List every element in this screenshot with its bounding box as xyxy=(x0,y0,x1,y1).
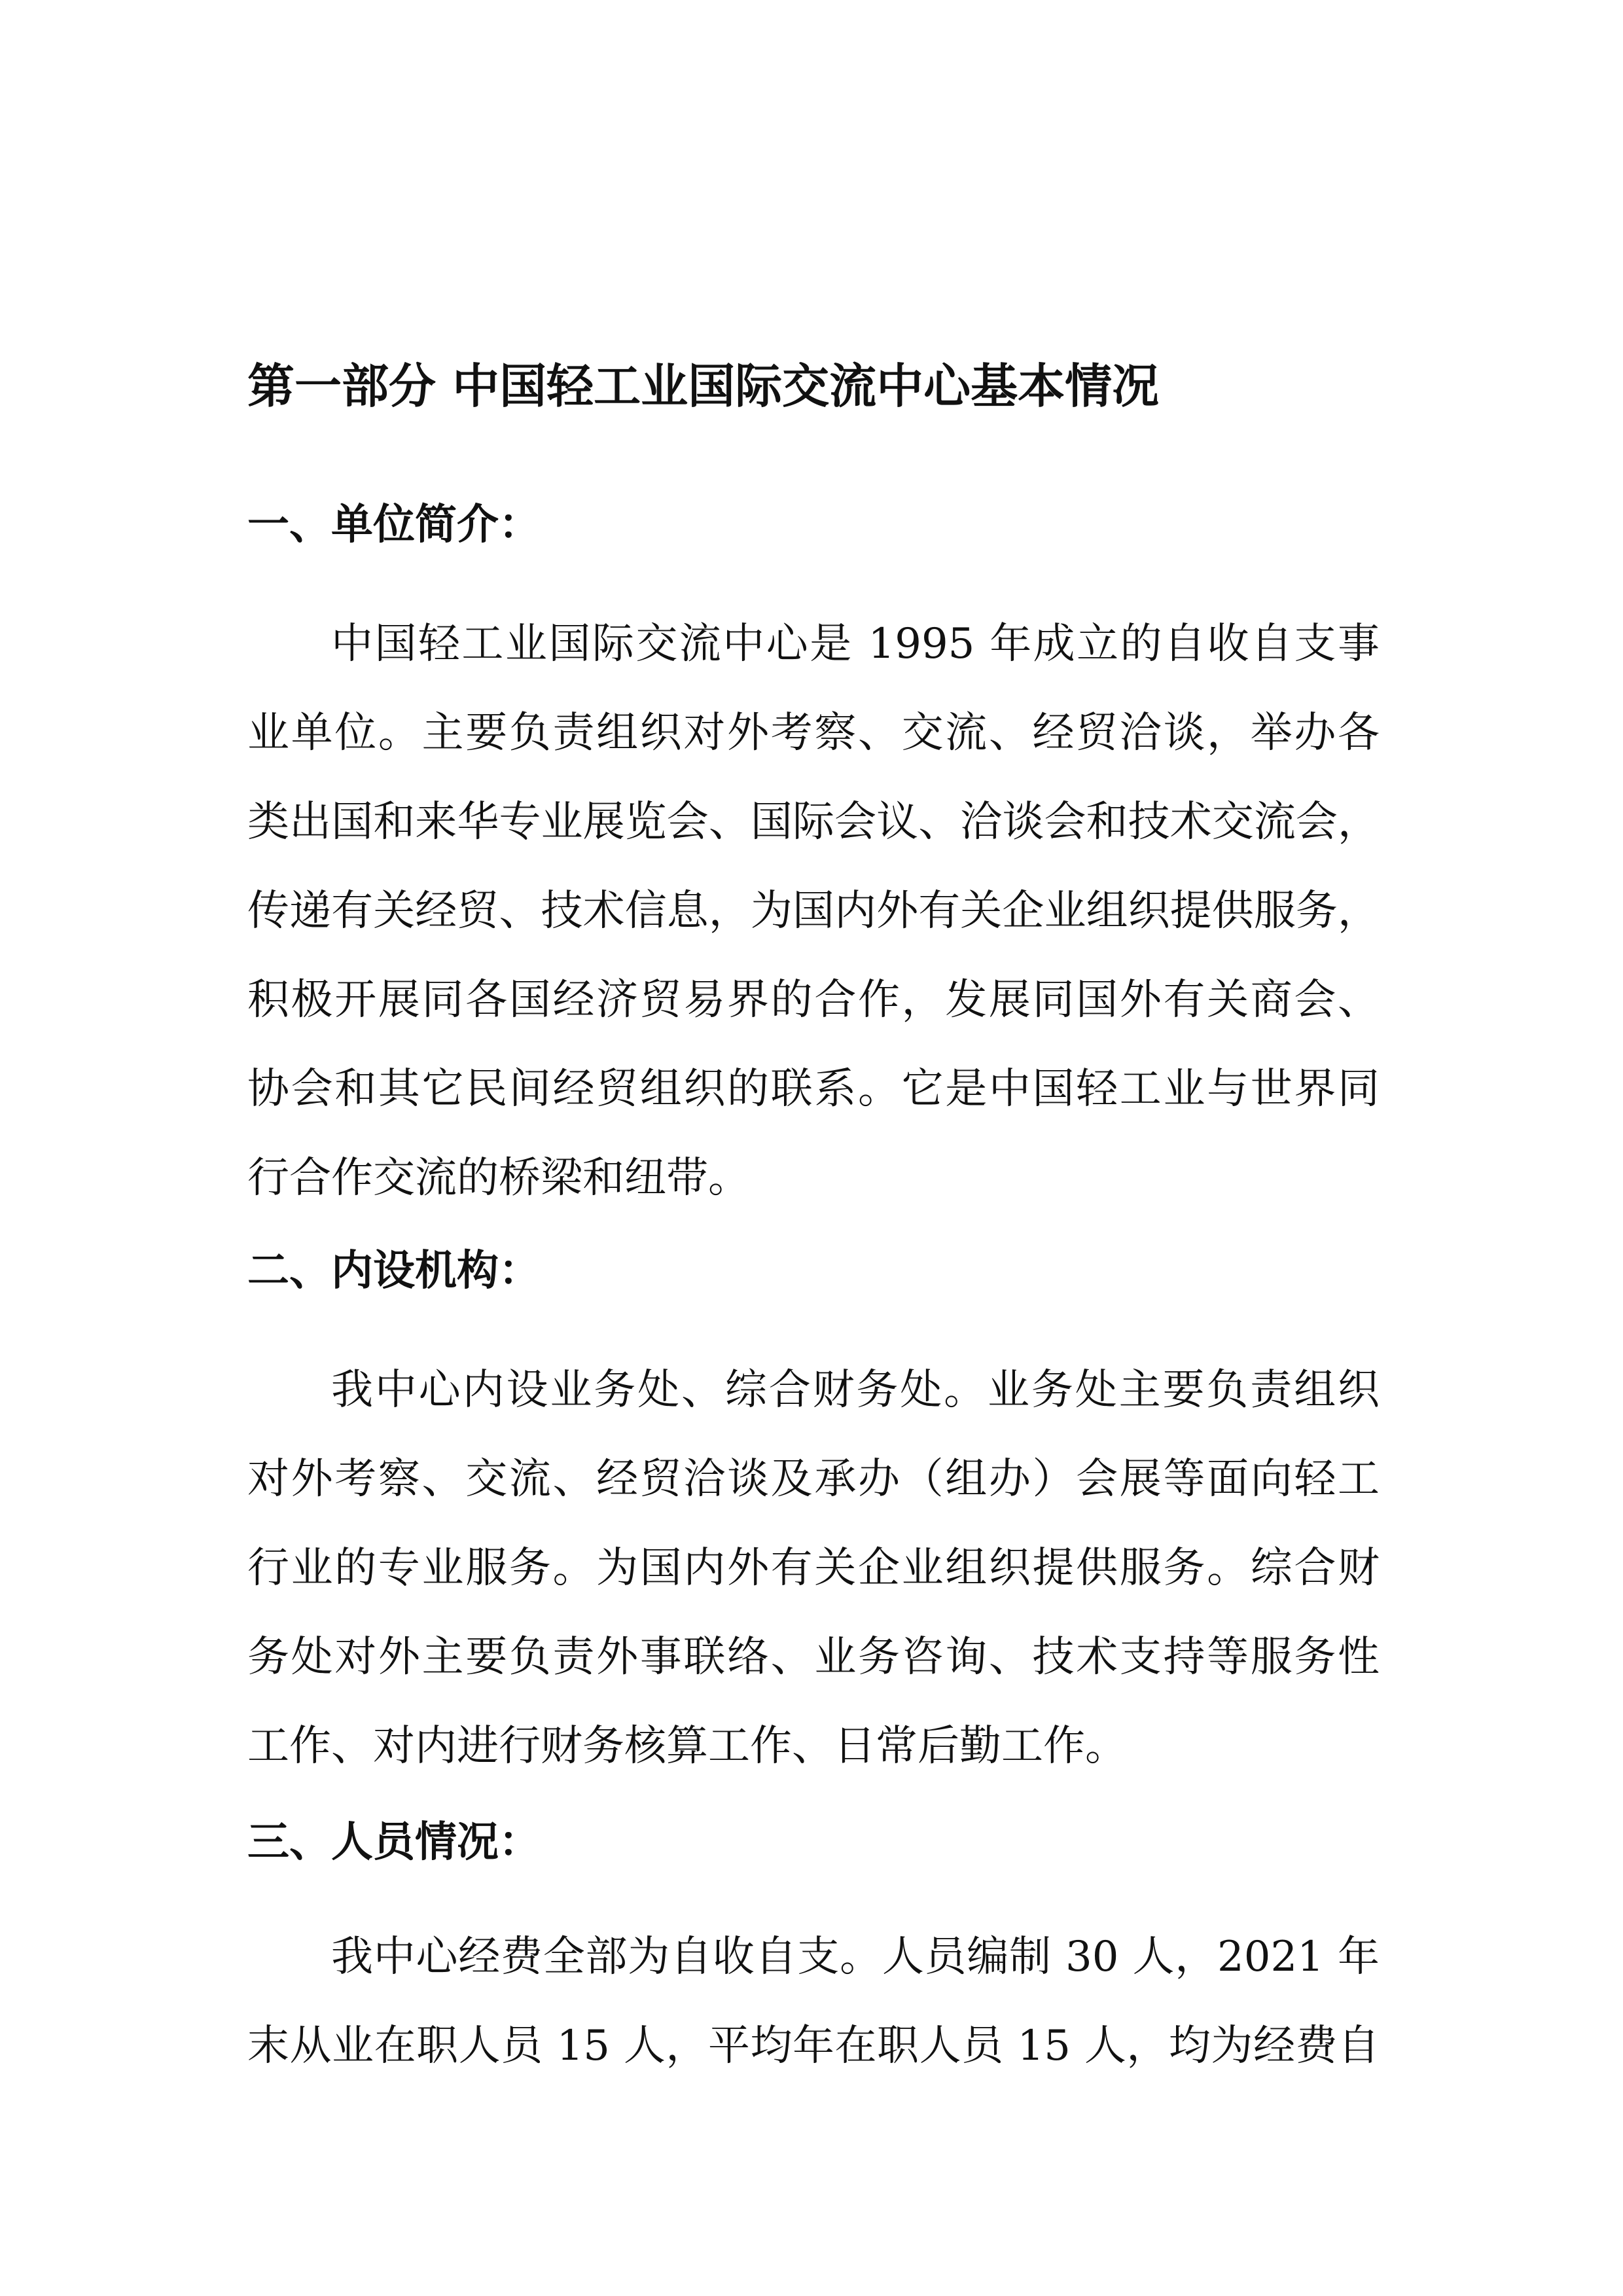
paragraph-line: 我中心经费全部为自收自支。人员编制 30 人，2021 年 xyxy=(331,1933,1380,1981)
section-heading-staff: 三、人员情况： xyxy=(247,1818,541,1867)
section-paragraph-internal-structure xyxy=(247,1346,1380,1791)
paragraph-line: 对外考察、交流、经贸洽谈及承办（组办）会展等面向轻工 xyxy=(247,1455,1380,1503)
section-heading-internal-structure: 二、内设机构： xyxy=(247,1247,541,1295)
section-heading-unit-intro: 一、单位简介： xyxy=(247,501,541,549)
paragraph-line: 传递有关经贸、技术信息，为国内外有关企业组织提供服务， xyxy=(247,887,1380,935)
paragraph-line: 末从业在职人员 15 人，平均年在职人员 15 人，均为经费自 xyxy=(247,2022,1380,2070)
paragraph-line: 中国轻工业国际交流中心是 1995 年成立的自收自支事 xyxy=(331,620,1380,668)
paragraph-line: 行业的专业服务。为国内外有关企业组织提供服务。综合财 xyxy=(247,1544,1380,1592)
paragraph-line: 务处对外主要负责外事联络、业务咨询、技术支持等服务性 xyxy=(247,1633,1380,1681)
paragraph-line: 协会和其它民间经贸组织的联系。它是中国轻工业与世界同 xyxy=(247,1065,1380,1113)
paragraph-line: 工作、对内进行财务核算工作、日常后勤工作。 xyxy=(247,1722,1127,1770)
paragraph-line: 行合作交流的桥梁和纽带。 xyxy=(247,1154,750,1202)
paragraph-line: 业单位。主要负责组织对外考察、交流、经贸洽谈，举办各 xyxy=(247,709,1380,757)
paragraph-line: 积极开展同各国经济贸易界的合作，发展同国外有关商会、 xyxy=(247,976,1380,1024)
paragraph-line: 我中心内设业务处、综合财务处。业务处主要负责组织 xyxy=(331,1366,1380,1414)
paragraph-line: 类出国和来华专业展览会、国际会议、洽谈会和技术交流会， xyxy=(247,798,1380,846)
section-paragraph-staff xyxy=(247,1912,1380,2090)
part-title: 第一部分 中国轻工业国际交流中心基本情况 xyxy=(247,359,1160,414)
section-paragraph-unit-intro xyxy=(247,600,1380,1223)
